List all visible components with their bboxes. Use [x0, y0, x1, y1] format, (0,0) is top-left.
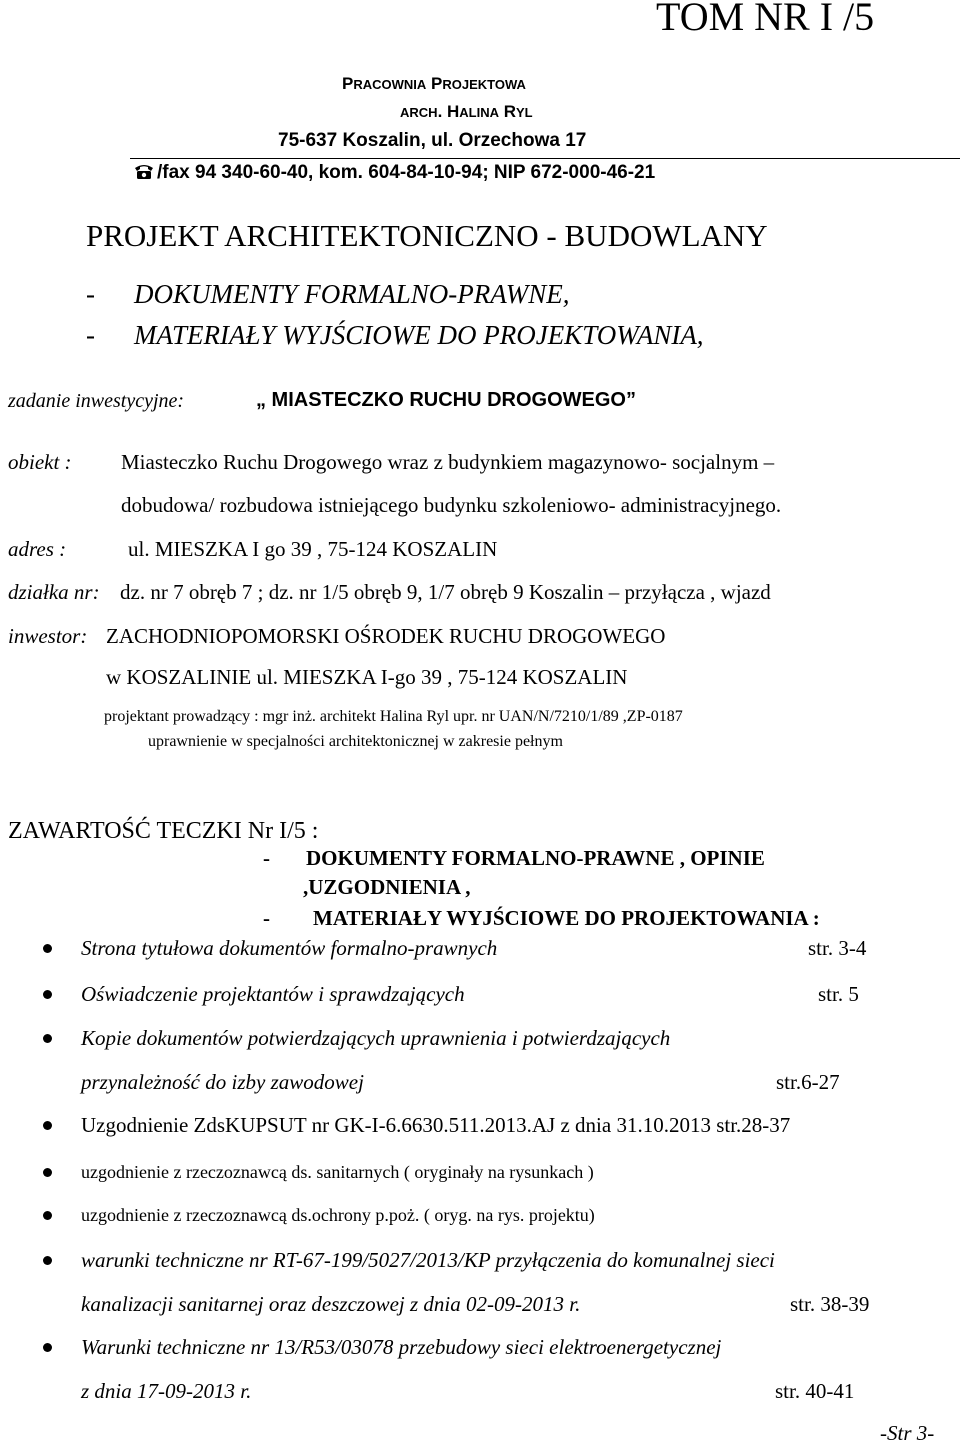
- designer-line-1: projektant prowadzący : mgr inż. architekt Halina Ryl upr. nr UAN/N/7210/1/89 ,ZP-0187: [104, 708, 683, 725]
- list-bullet: [43, 1343, 52, 1352]
- investor-label: inwestor:: [8, 624, 88, 648]
- list-item: Strona tytułowa dokumentów formalno-prawnych: [81, 936, 498, 960]
- list-bullet: [43, 1168, 52, 1177]
- list-bullet: [43, 1034, 52, 1043]
- office-architect: ARCH. HALINA RYL: [400, 102, 533, 121]
- list-item-page: str. 5: [818, 982, 859, 1006]
- list-item-page: str. 40-41: [775, 1379, 855, 1403]
- contents-heading-formal-cont: ,UZGODNIENIA ,: [303, 875, 471, 899]
- list-item: Warunki techniczne nr 13/R53/03078 przebudowy sieci elektroenergetycznej: [81, 1335, 722, 1359]
- task-value: „ MIASTECZKO RUCHU DROGOWEGO”: [256, 389, 636, 411]
- section-dash: -: [86, 279, 95, 309]
- contents-heading-dash: -: [263, 906, 270, 930]
- contents-heading-materials: MATERIAŁY WYJŚCIOWE DO PROJEKTOWANIA :: [313, 906, 820, 930]
- list-bullet: [43, 944, 52, 953]
- section-formal-documents: DOKUMENTY FORMALNO-PRAWNE,: [134, 279, 570, 309]
- designer-line-2: uprawnienie w specjalności architektonicznej w zakresie pełnym: [148, 733, 563, 750]
- list-bullet: [43, 1121, 52, 1130]
- investor-line-2: w KOSZALINIE ul. MIESZKA I-go 39 , 75-124 KOSZALIN: [106, 665, 628, 689]
- list-item: Oświadczenie projektantów i sprawdzających: [81, 982, 465, 1006]
- contents-heading-formal: DOKUMENTY FORMALNO-PRAWNE , OPINIE: [306, 846, 765, 870]
- header-rule: [130, 158, 960, 159]
- list-item-page: str.6-27: [776, 1070, 840, 1094]
- list-bullet: [43, 1211, 52, 1220]
- project-title: PROJEKT ARCHITEKTONICZNO - BUDOWLANY: [86, 218, 768, 253]
- object-line-2: dobudowa/ rozbudowa istniejącego budynku szkoleniowo- administracyjnego.: [121, 493, 782, 517]
- list-item: Kopie dokumentów potwierdzających uprawnienia i potwierdzających: [81, 1026, 671, 1050]
- list-item: uzgodnienie z rzeczoznawcą ds.ochrony p.poż. ( oryg. na rys. projektu): [81, 1205, 595, 1225]
- contents-heading-dash: -: [263, 846, 270, 870]
- list-item-page: str. 3-4: [808, 936, 867, 960]
- address-label: adres :: [8, 537, 67, 561]
- section-dash: -: [86, 320, 95, 350]
- office-address: 75-637 Koszalin, ul. Orzechowa 17: [278, 130, 587, 151]
- contents-title: ZAWARTOŚĆ TECZKI Nr I/5 :: [8, 818, 319, 844]
- plot-value: dz. nr 7 obręb 7 ; dz. nr 1/5 obręb 9, 1/7 obręb 9 Koszalin – przyłącza , wjazd: [120, 580, 771, 604]
- list-item-cont: kanalizacji sanitarnej oraz deszczowej z dnia 02-09-2013 r.: [81, 1292, 581, 1316]
- page-number: -Str 3-: [880, 1421, 935, 1445]
- object-line-1: Miasteczko Ruchu Drogowego wraz z budynkiem magazynowo- socjalnym –: [121, 450, 775, 474]
- list-bullet: [43, 990, 52, 999]
- office-name: PRACOWNIA PROJEKTOWA: [342, 74, 526, 93]
- list-item-cont: z dnia 17-09-2013 r.: [81, 1379, 252, 1403]
- list-item: Uzgodnienie ZdsKUPSUT nr GK-I-6.6630.511.2013.AJ z dnia 31.10.2013 str.28-37: [81, 1113, 791, 1137]
- list-item-page: str. 38-39: [790, 1292, 870, 1316]
- section-source-materials: MATERIAŁY WYJŚCIOWE DO PROJEKTOWANIA,: [134, 320, 704, 350]
- address-value: ul. MIESZKA I go 39 , 75-124 KOSZALIN: [128, 537, 498, 561]
- list-item-cont: przynależność do izby zawodowej: [81, 1070, 364, 1094]
- list-bullet: [43, 1256, 52, 1265]
- phone-icon: [133, 162, 155, 188]
- volume-title: TOM NR I /5: [656, 0, 875, 39]
- list-item: warunki techniczne nr RT-67-199/5027/2013/KP przyłączenia do komunalnej sieci: [81, 1248, 775, 1272]
- office-contact: /fax 94 340-60-40, kom. 604-84-10-94; NIP 672-000-46-21: [133, 160, 655, 188]
- investor-line-1: ZACHODNIOPOMORSKI OŚRODEK RUCHU DROGOWEGO: [106, 624, 666, 648]
- list-item: uzgodnienie z rzeczoznawcą ds. sanitarnych ( oryginały na rysunkach ): [81, 1162, 594, 1182]
- object-label: obiekt :: [8, 450, 72, 474]
- task-label: zadanie inwestycyjne:: [8, 390, 185, 412]
- plot-label: działka nr:: [8, 580, 100, 604]
